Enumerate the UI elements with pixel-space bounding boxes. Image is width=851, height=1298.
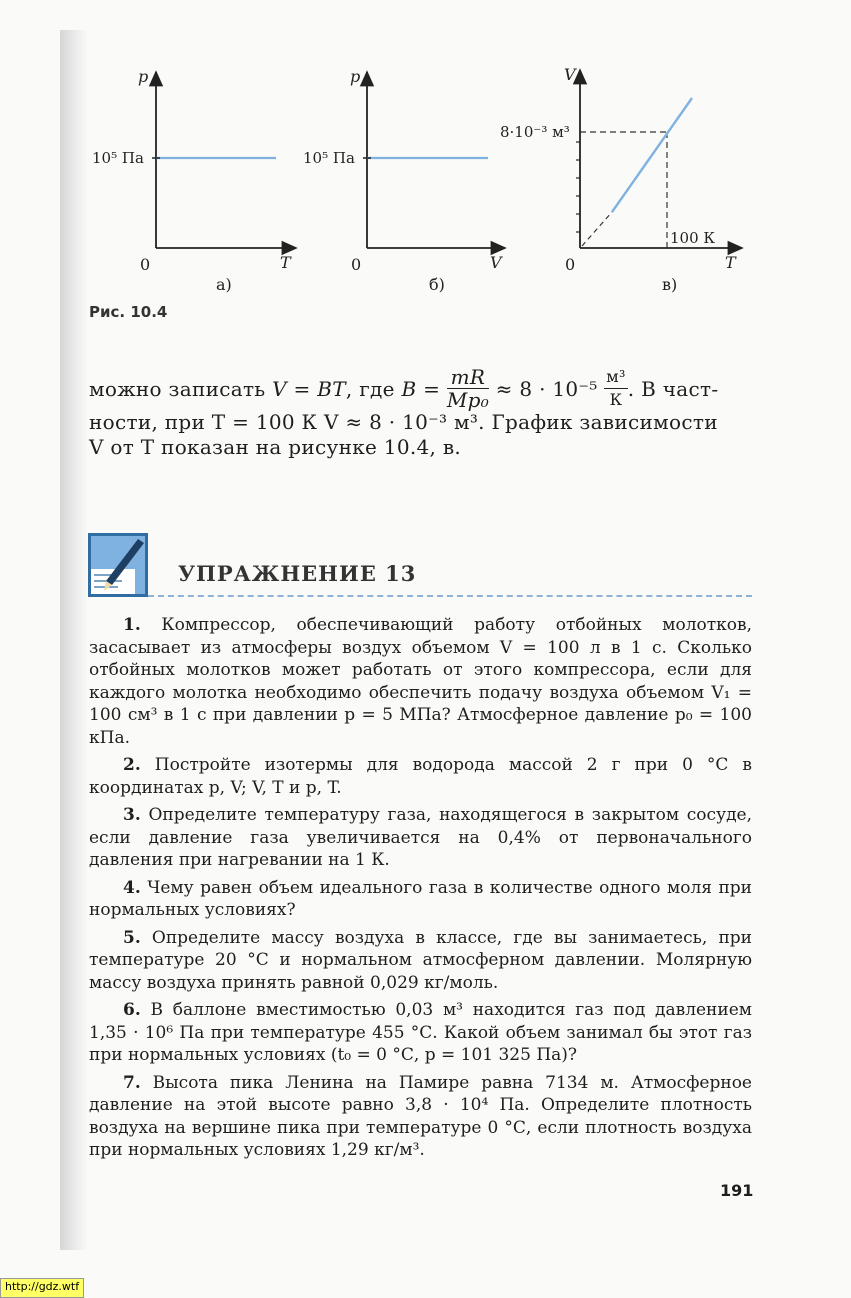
line1-mid: , где <box>345 377 402 401</box>
graph-b-origin: 0 <box>351 255 362 274</box>
exercise-pencil-icon <box>88 533 148 597</box>
watermark-link[interactable]: http://gdz.wtf <box>0 1278 84 1298</box>
problem-number: 5. <box>123 927 141 948</box>
graph-a-x-label: T <box>280 253 291 272</box>
problem-number: 7. <box>123 1072 141 1093</box>
text-line-1 <box>89 365 719 413</box>
line1-end: . В част- <box>627 377 719 401</box>
graph-c-isobar-line <box>612 98 692 212</box>
figure-svg <box>0 0 851 300</box>
line1-formula: V = BT <box>272 377 346 401</box>
graph-c-y-label: V <box>564 65 576 84</box>
graph-a-y-label: p <box>138 67 149 86</box>
graph-b-y-label: p <box>350 67 361 86</box>
graph-c-x-label: T <box>725 253 736 272</box>
problem-3 <box>89 804 752 872</box>
figure-10-4 <box>0 0 851 300</box>
problem-list <box>89 614 752 1167</box>
graph-a-origin: 0 <box>140 255 151 274</box>
graph-b-x-label: V <box>490 253 502 272</box>
exercise-divider <box>148 595 752 597</box>
problem-text: Определите массу воздуха в классе, где вы занимаетесь, при температуре 20 °С и нормальном атмосферном давлении. Молярную массу воздуха принять равной 0,029 кг/моль. <box>89 927 752 993</box>
problem-number: 1. <box>123 615 141 635</box>
exercise-title: УПРАЖНЕНИЕ 13 <box>178 561 417 586</box>
problem-7 <box>89 1072 752 1162</box>
page-number: 191 <box>720 1181 754 1200</box>
graph-c-origin: 0 <box>565 255 576 274</box>
problem-text: Постройте изотермы для водорода массой 2 г при 0 °С в координатах p, V; V, T и p, T. <box>89 755 752 798</box>
graph-c <box>500 65 742 294</box>
problem-number: 6. <box>123 1000 141 1020</box>
fraction-mr-mp0 <box>447 366 489 411</box>
problem-number: 2. <box>123 755 141 775</box>
graph-b <box>303 67 505 294</box>
problem-2 <box>89 754 752 799</box>
graph-b-level-label: 10⁵ Па <box>303 149 355 167</box>
problem-1 <box>89 614 752 749</box>
problem-5 <box>89 927 752 995</box>
fraction-units-denominator: К <box>609 390 623 409</box>
problem-text: Определите температуру газа, находящегося в закрытом сосуде, если давление газа увеличивается на 0,4% от первоначального давления при нагревании на 1 К. <box>89 805 753 870</box>
graph-c-x-mark: 100 К <box>670 229 716 247</box>
line1-b: B = <box>401 377 447 401</box>
problem-number: 4. <box>123 877 141 898</box>
fraction-units-numerator: м³ <box>604 366 627 389</box>
graph-c-y-mark: 8·10⁻³ м³ <box>500 123 570 141</box>
problem-text: В баллоне вместимостью 0,03 м³ находится газ под давлением 1,35 · 10⁶ Па при температуре 455 °С. Какой объем занимал бы этот газ при нормальных условиях (t₀ = 0 °С, p = 101 325 Па)? <box>89 1000 752 1065</box>
graph-a-sublabel: а) <box>216 275 232 294</box>
graph-a-level-label: 10⁵ Па <box>92 149 144 167</box>
problem-text: Компрессор, обеспечивающий работу отбойных молотков, засасывает из атмосферы воздух объемом V = 100 л в 1 с. Сколько отбойных молотков может работать от этого компрессора, если для каждого молотка необходимо обеспечить подачу воздуха объемом V₁ = 100 см³ в 1 с при давлении p = 5 МПа? Атмосферное давление p₀ = 100 кПа. <box>89 615 752 748</box>
graph-a <box>92 67 296 294</box>
line1-start: можно записать <box>89 377 273 401</box>
problem-text: Чему равен объем идеального газа в количестве одного моля при нормальных условиях? <box>89 877 753 920</box>
fraction-denominator: Mp₀ <box>446 388 490 412</box>
problem-text: Высота пика Ленина на Памире равна 7134 м. Атмосферное давление на этой высоте равно 3,8 · 10⁴ Па. Определите плотность воздуха на вершине пика при температуре 0 °С, если плотность воздуха при нормальных условиях 1,29 кг/м³. <box>89 1072 752 1160</box>
problem-number: 3. <box>123 805 141 825</box>
problem-6 <box>89 999 752 1067</box>
fraction-numerator: mR <box>447 366 489 389</box>
problem-4 <box>89 877 752 922</box>
graph-c-extrapolation <box>582 212 612 246</box>
figure-caption: Рис. 10.4 <box>89 303 168 321</box>
fraction-units <box>604 366 627 411</box>
text-line-2: ности, при T = 100 К V ≈ 8 · 10⁻³ м³. График зависимости <box>89 410 718 434</box>
line1-approx: ≈ 8 · 10⁻⁵ <box>489 377 605 401</box>
graph-b-sublabel: б) <box>429 275 445 294</box>
graph-c-sublabel: в) <box>662 275 678 294</box>
text-line-3: V от T показан на рисунке 10.4, в. <box>89 435 462 459</box>
